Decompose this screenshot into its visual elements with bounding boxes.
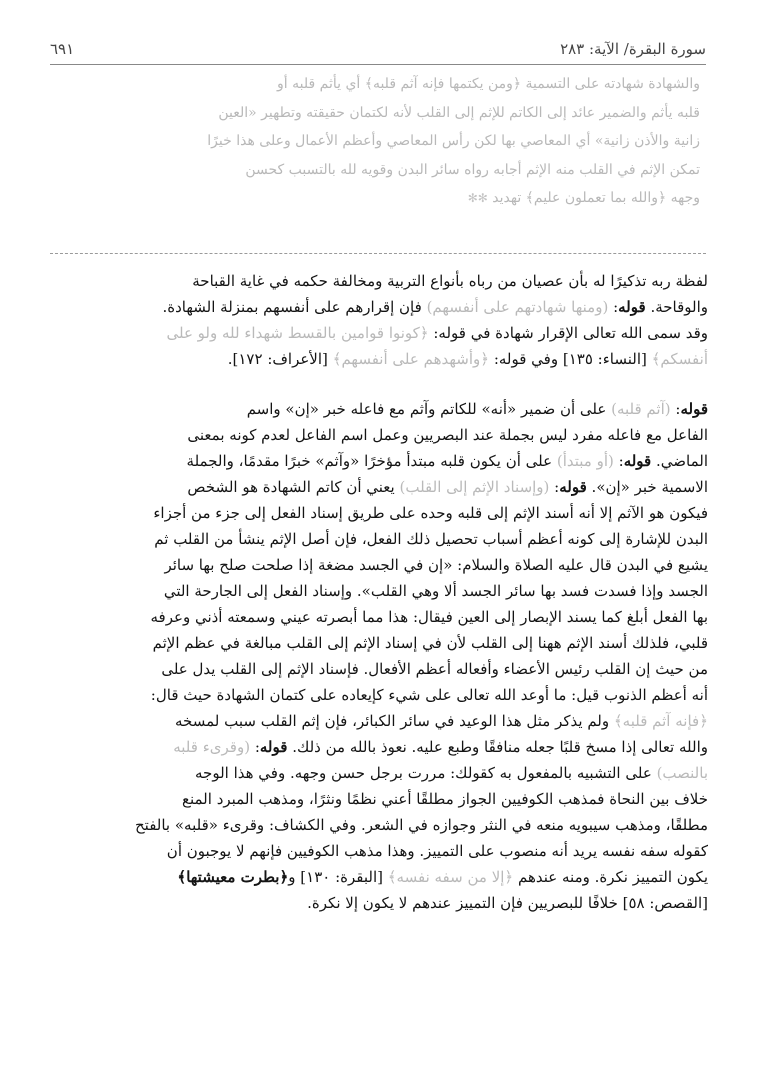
faded-line: قلبه يأثم والضمير عائد إلى الكاتم للإثم إلى القلب لأنه لكتمان حقيقته وتطهير «العين bbox=[218, 104, 700, 121]
body-line bbox=[40, 786, 708, 812]
faded-quotation: ﴿وأشهدهم على أنفسهم﴾ bbox=[332, 350, 490, 368]
body-text-run: يعني أن كاتم الشهادة هو الشخص bbox=[187, 478, 400, 496]
body-text-run: أنه أعظم الذنوب قيل: ما أوعد الله تعالى على شيء كإيعاده على كتمان الشهادة حيث قال: bbox=[150, 686, 708, 704]
body-line bbox=[40, 890, 708, 916]
body-line bbox=[40, 294, 708, 320]
body-text-run: الفاعل مع فاعله مفرد ليس بجملة عند البصريين وعمل اسم الفاعل لعدم كونه بمعنى bbox=[187, 426, 708, 444]
faded-quotation: (ومنها شهادتهم على أنفسهم) bbox=[426, 298, 609, 316]
body-text-run: فيكون هو الآثم إلا أنه أسند الإثم إلى قلبه وحده على طريق إسناد الفعل إلى جزء من أجزاء bbox=[153, 504, 708, 522]
keyword-qawluhu: ﴿بطرت معيشتها﴾ bbox=[177, 868, 289, 886]
body-text-run: : bbox=[608, 298, 619, 316]
body-line bbox=[40, 656, 708, 682]
body-line bbox=[40, 422, 708, 448]
faded-quotation: (وقرىء قلبه bbox=[173, 738, 251, 756]
body-line bbox=[40, 474, 708, 500]
body-text-run: كقوله سفه نفسه يريد أنه منصوب على التمييز. وهذا مذهب الكوفيين فإنهم لا يوجبون أن bbox=[166, 842, 708, 860]
body-line bbox=[40, 552, 708, 578]
faded-line-text: وجهه ﴿والله بما تعملون عليم﴾ تهديد bbox=[492, 190, 700, 206]
body-text-run: على أن يكون قلبه مبتدأ مؤخرًا «وآثم» خبرًا مقدمًا، والجملة bbox=[186, 452, 557, 470]
body-text-run: [النساء: ١٣٥] وفي قوله: bbox=[489, 350, 652, 368]
section-end-asterisks: ✻✻ bbox=[467, 191, 488, 205]
body-text-run: من حيث إن القلب رئيس الأعضاء وأفعاله أعظم الأفعال. فإسناد الإثم إلى القلب يدل على bbox=[161, 660, 708, 678]
keyword-qawluhu: قوله bbox=[559, 478, 587, 496]
body-line bbox=[40, 682, 708, 708]
body-text-run: يكون التمييز نكرة. ومنه عندهم bbox=[513, 868, 708, 886]
body-line bbox=[40, 346, 708, 372]
keyword-qawluhu: قوله bbox=[623, 452, 652, 470]
faded-line: والشهادة شهادته على التسمية ﴿ومن يكتمها فإنه آثم قلبه﴾ أي يأثم قلبه أو bbox=[277, 76, 700, 92]
keyword-qawluhu: قوله bbox=[680, 400, 708, 418]
header-rule bbox=[50, 64, 706, 65]
body-text-run: والله تعالى إذا مسخ قلبًا جعله منافقًا وطبع عليه. نعوذ بالله من ذلك. bbox=[287, 738, 708, 756]
running-header bbox=[50, 36, 706, 62]
commentary-text-block bbox=[40, 268, 708, 1068]
faded-quotation: أنفسكم﴾ bbox=[651, 350, 708, 368]
faded-quotation: ﴿فإنه آثم قلبه﴾ bbox=[613, 712, 708, 730]
body-text-run: ولم يذكر مثل هذا الوعيد في سائر الكبائر، فإن إثم القلب سبب لمسخه bbox=[174, 712, 614, 730]
body-text-run: : bbox=[549, 478, 560, 496]
body-text-run: الاسمية خبر «إن». bbox=[586, 478, 708, 496]
faded-quotation: (أو مبتدأ) bbox=[556, 452, 614, 470]
body-text-run: البدن للإشارة إلى كونه أعظم أسباب تحصيل ذلك الفعل، فإن أصل الإثم ينشأ من القلب ثم bbox=[154, 530, 708, 548]
body-text-run: الماضي. bbox=[651, 452, 708, 470]
body-text-run: [القصص: ٥٨] خلافًا للبصريين فإن التمييز عندهم لا يكون إلا نكرة. bbox=[307, 894, 708, 912]
body-text-run: : bbox=[613, 452, 624, 470]
faded-quotation: بالنصب) bbox=[656, 764, 708, 782]
paragraph-gap bbox=[40, 372, 708, 396]
body-line bbox=[40, 864, 708, 890]
faded-quotation: (آثم قلبه) bbox=[611, 400, 671, 418]
keyword-qawluhu: قوله bbox=[618, 298, 646, 316]
body-line bbox=[40, 396, 708, 422]
body-line bbox=[40, 812, 708, 838]
body-line bbox=[40, 320, 708, 346]
body-line bbox=[40, 448, 708, 474]
faded-line: تمكن الإثم في القلب منه الإثم أجابه رواه سائر البدن وقويه لله بالتسبب كحسن bbox=[245, 161, 700, 178]
running-header-title: سورة البقرة/ الآية: ٢٨٣ bbox=[560, 40, 706, 58]
body-text-run: فإن إقرارهم على أنفسهم بمنزلة الشهادة. bbox=[162, 298, 427, 316]
body-text-run: يشيع في البدن قال عليه الصلاة والسلام: «إن في الجسد مضغة إذا صلحت صلح بها سائر bbox=[164, 556, 708, 574]
body-text-run: قلبي، فلذلك أسند الإثم ههنا إلى القلب لأن في إسناد الإثم إلى القلب مبالغة في عظم الإثم bbox=[152, 634, 708, 652]
page-number: ٦٩١ bbox=[50, 40, 75, 58]
body-line bbox=[40, 500, 708, 526]
body-text-run: والوقاحة. bbox=[645, 298, 708, 316]
body-text-run: الجسد وإذا فسدت فسد بها سائر الجسد ألا وهي القلب». وإسناد الفعل إلى الجارحة التي bbox=[163, 582, 708, 600]
body-text-run: بها الفعل أبلغ كما يسند الإبصار إلى العين فيقال: هذا مما أبصرته عيني وسمعته أذني وعرفه bbox=[150, 608, 708, 626]
faded-quotation: ﴿إلا من سفه نفسه﴾ bbox=[387, 868, 514, 886]
body-line bbox=[40, 734, 708, 760]
body-line bbox=[40, 630, 708, 656]
faded-line bbox=[55, 184, 700, 213]
body-text-run: [الأعراف: ١٧٢]. bbox=[227, 350, 333, 368]
faded-quotation: ﴿كونوا قوامين بالقسط شهداء لله ولو على bbox=[166, 324, 429, 342]
body-line bbox=[40, 604, 708, 630]
body-text-run: وقد سمى الله تعالى الإقرار شهادة في قوله: bbox=[428, 324, 708, 342]
body-text-run: على أن ضمير «أنه» للكاتم وآثم مع فاعله خبر «إن» واسم bbox=[246, 400, 612, 418]
body-text-run: لفظة ربه تذكيرًا له بأن عصيان من رباه بأنواع التربية ومخالفة حكمه في غاية القباحة bbox=[192, 272, 708, 290]
body-text-run: مطلقًا، ومذهب سيبويه منعه في النثر وجوازه في الشعر. وفي الكشاف: وقرىء «قلبه» بالفتح bbox=[134, 816, 708, 834]
body-line bbox=[40, 526, 708, 552]
body-text-run: : bbox=[250, 738, 260, 756]
body-line bbox=[40, 578, 708, 604]
body-text-run: خلاف بين النحاة فمذهب الكوفيين الجواز مطلقًا أعني نظمًا ونثرًا، ومذهب المبرد المنع bbox=[182, 790, 708, 808]
faded-line: زانية والأذن زانية» أي المعاصي بها لكن رأس المعاصي وأعظم الأعمال وعلى هذا خيرًا bbox=[207, 133, 700, 149]
faded-quotation: (وإسناد الإثم إلى القلب) bbox=[399, 478, 550, 496]
body-line bbox=[40, 838, 708, 864]
body-line bbox=[40, 708, 708, 734]
body-line bbox=[40, 268, 708, 294]
body-text-run: على التشبيه بالمفعول به كقولك: مررت برجل حسن وجهه. وفي هذا الوجه bbox=[195, 764, 657, 782]
faded-main-text-block bbox=[55, 70, 700, 242]
keyword-qawluhu: قوله bbox=[259, 738, 288, 756]
body-text-run: : bbox=[670, 400, 681, 418]
body-text-run: [البقرة: ١٣٠] و bbox=[288, 868, 388, 886]
body-line bbox=[40, 760, 708, 786]
dashed-separator bbox=[50, 253, 706, 254]
